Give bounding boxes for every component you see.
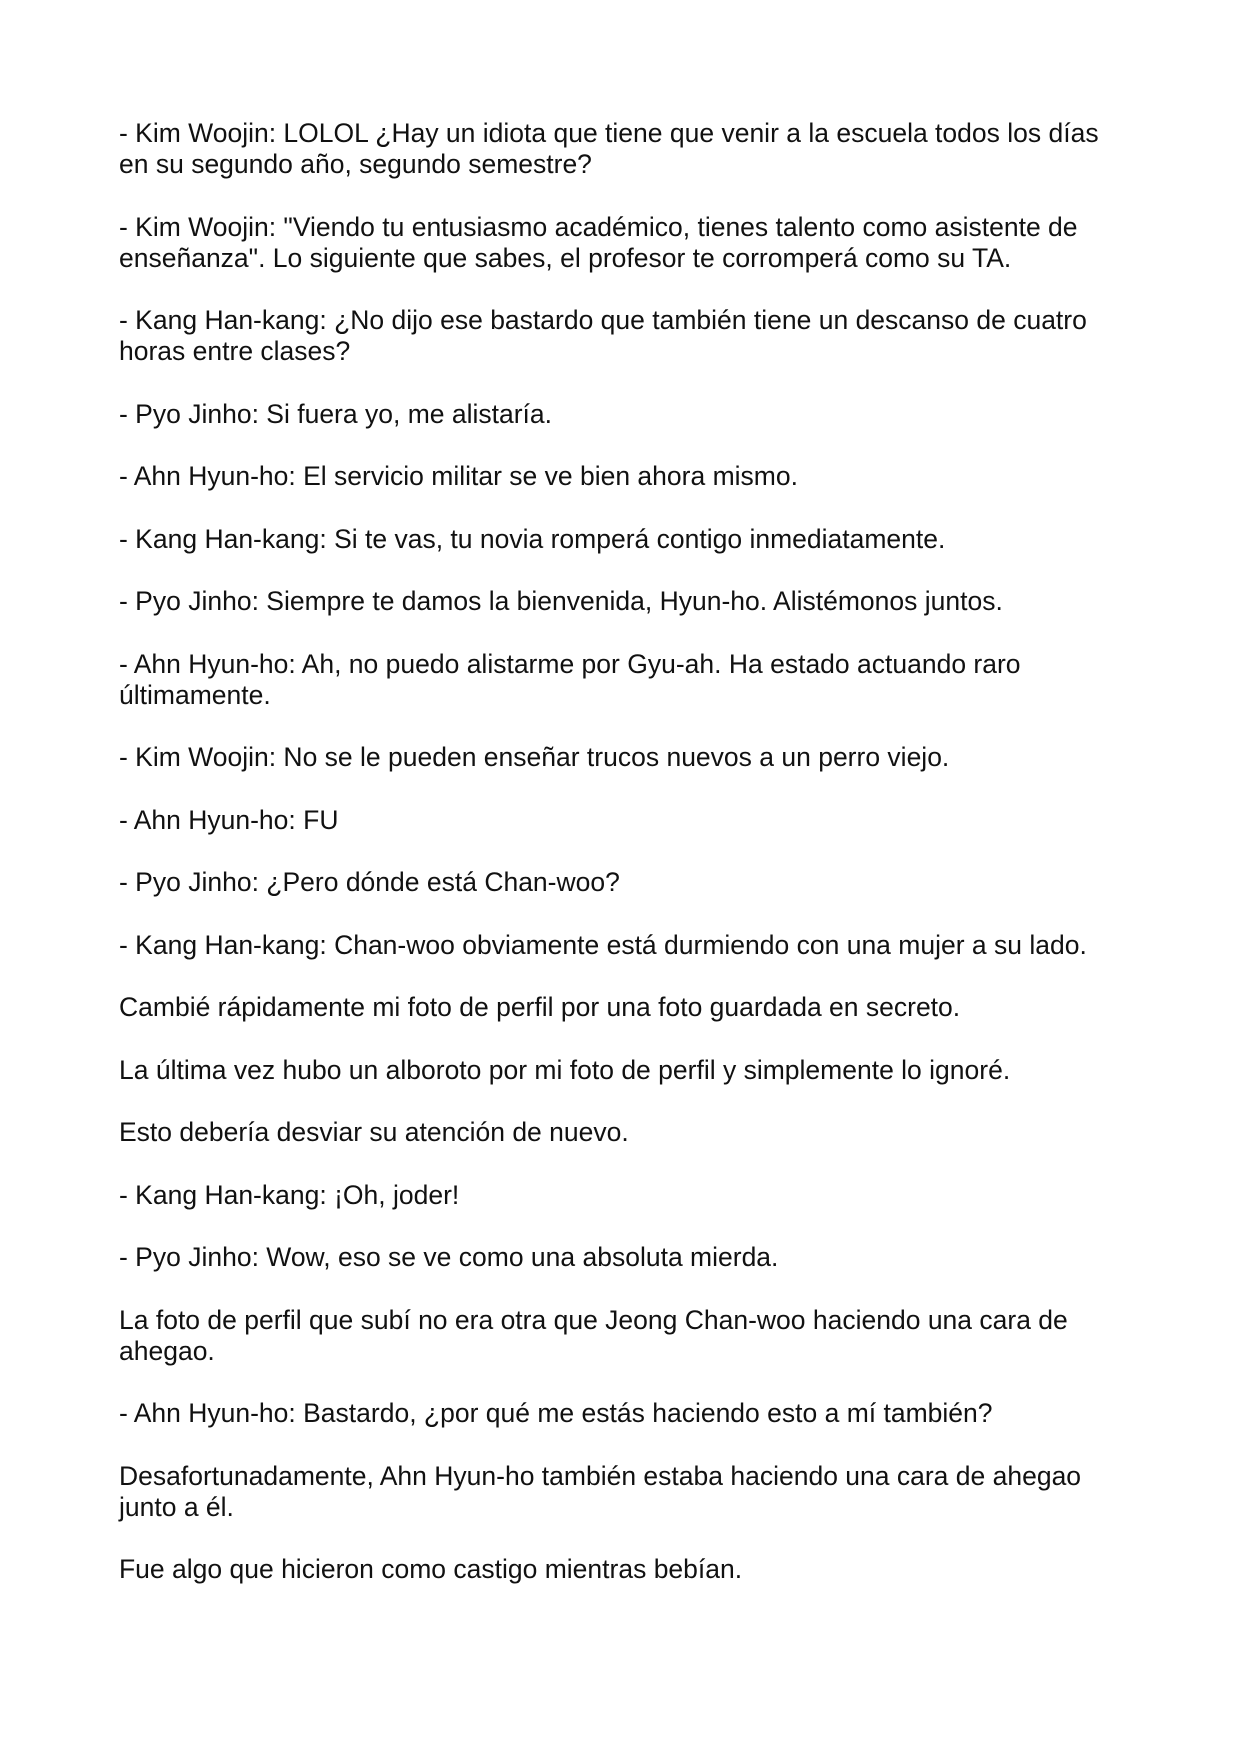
narration-paragraph: Desafortunadamente, Ahn Hyun-ho también estaba haciendo una cara de ahegao junto a él. (119, 1460, 1082, 1522)
dialogue-line: - Pyo Jinho: Si fuera yo, me alistaría. (119, 398, 553, 429)
dialogue-line: - Kang Han-kang: Chan-woo obviamente está durmiendo con una mujer a su lado. (119, 929, 1087, 960)
dialogue-line: - Pyo Jinho: ¿Pero dónde está Chan-woo? (119, 867, 620, 897)
narration-paragraph: Cambié rápidamente mi foto de perfil por una foto guardada en secreto. (119, 992, 961, 1022)
narration-paragraph: Fue algo que hicieron como castigo mientras bebían. (119, 1554, 743, 1584)
dialogue-line: - Ahn Hyun-ho: Bastardo, ¿por qué me estás haciendo esto a mí también? (119, 1398, 993, 1428)
dialogue-line: - Ahn Hyun-ho: FU (119, 804, 339, 835)
dialogue-line: - Kim Woojin: LOLOL ¿Hay un idiota que tiene que venir a la escuela todos los días en su segundo año, segundo semestre? (119, 118, 1099, 179)
dialogue-line: - Kang Han-kang: Si te vas, tu novia romperá contigo inmediatamente. (119, 523, 946, 554)
dialogue-line: - Kim Woojin: No se le pueden enseñar trucos nuevos a un perro viejo. (119, 742, 950, 772)
dialogue-line: - Ahn Hyun-ho: Ah, no puedo alistarme por Gyu-ah. Ha estado actuando raro últimamente. (119, 648, 1021, 710)
narration-paragraph: La última vez hubo un alboroto por mi foto de perfil y simplemente lo ignoré. (119, 1054, 1011, 1085)
narration-paragraph: Esto debería desviar su atención de nuevo. (119, 1117, 629, 1147)
dialogue-line: - Ahn Hyun-ho: El servicio militar se ve bien ahora mismo. (119, 461, 798, 491)
dialogue-line: - Kang Han-kang: ¡Oh, joder! (119, 1179, 460, 1210)
narration-paragraph: La foto de perfil que subí no era otra que Jeong Chan-woo haciendo una cara de ahegao. (119, 1304, 1068, 1366)
dialogue-line: - Kim Woojin: "Viendo tu entusiasmo académico, tienes talento como asistente de enseñanza". Lo siguiente que sabes, el profesor te corromperá como su TA. (119, 211, 1078, 273)
dialogue-line: - Pyo Jinho: Wow, eso se ve como una absoluta mierda. (119, 1242, 779, 1272)
document-body (119, 118, 1134, 1617)
dialogue-line: - Kang Han-kang: ¿No dijo ese bastardo que también tiene un descanso de cuatro horas entre clases? (119, 305, 1087, 366)
dialogue-line: - Pyo Jinho: Siempre te damos la bienvenida, Hyun-ho. Alistémonos juntos. (119, 586, 1003, 616)
